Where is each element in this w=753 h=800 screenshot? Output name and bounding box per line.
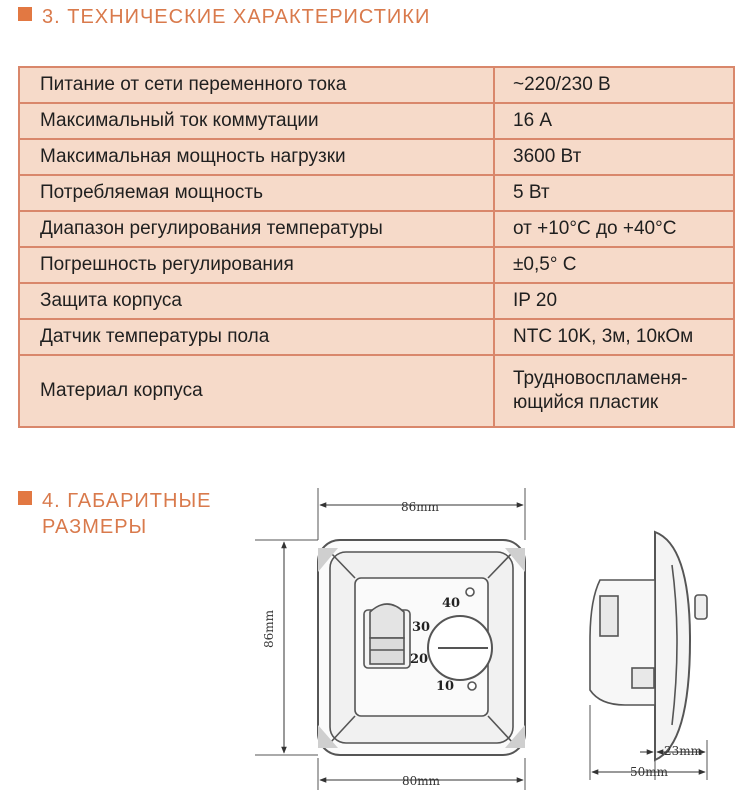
dial-mark-30: 30 bbox=[412, 620, 431, 635]
spec-value: ~220/230 В bbox=[494, 67, 734, 103]
spec-param: Максимальная мощность нагрузки bbox=[19, 139, 494, 175]
spec-param: Защита корпуса bbox=[19, 283, 494, 319]
dimension-label-width-top: 86mm bbox=[401, 500, 440, 514]
spec-value: 5 Вт bbox=[494, 175, 734, 211]
section-4-title: 4. ГАБАРИТНЫЕ РАЗМЕРЫ bbox=[42, 490, 212, 538]
spec-value: NTC 10K, 3м, 10кОм bbox=[494, 319, 734, 355]
spec-param: Датчик температуры пола bbox=[19, 319, 494, 355]
spec-value: ±0,5° С bbox=[494, 247, 734, 283]
spec-param: Погрешность регулирования bbox=[19, 247, 494, 283]
dial-mark-10: 10 bbox=[436, 679, 455, 694]
side-view bbox=[590, 532, 707, 780]
spec-value: IP 20 bbox=[494, 283, 734, 319]
dimension-label-height: 86mm bbox=[262, 609, 276, 648]
dial-mark-20: 20 bbox=[410, 652, 429, 667]
spec-param: Диапазон регулирования температуры bbox=[19, 211, 494, 247]
section-3-title: 3. ТЕХНИЧЕСКИЕ ХАРАКТЕРИСТИКИ bbox=[42, 6, 431, 28]
front-view bbox=[255, 488, 525, 790]
spec-param: Потребляемая мощность bbox=[19, 175, 494, 211]
spec-param: Питание от сети переменного тока bbox=[19, 67, 494, 103]
spec-value: 3600 Вт bbox=[494, 139, 734, 175]
spec-value: 16 А bbox=[494, 103, 734, 139]
spec-param: Материал корпуса bbox=[19, 355, 494, 427]
spec-param: Максимальный ток коммутации bbox=[19, 103, 494, 139]
dimension-label-depth-small: 23mm bbox=[664, 744, 703, 758]
dimension-label-width-bottom: 80mm bbox=[402, 774, 441, 788]
dimension-label-depth-total: 50mm bbox=[630, 765, 669, 779]
spec-value: Трудновоспламеня- ющийся пластик bbox=[494, 355, 734, 427]
dial-mark-40: 40 bbox=[442, 596, 461, 611]
spec-value: от +10°С до +40°С bbox=[494, 211, 734, 247]
